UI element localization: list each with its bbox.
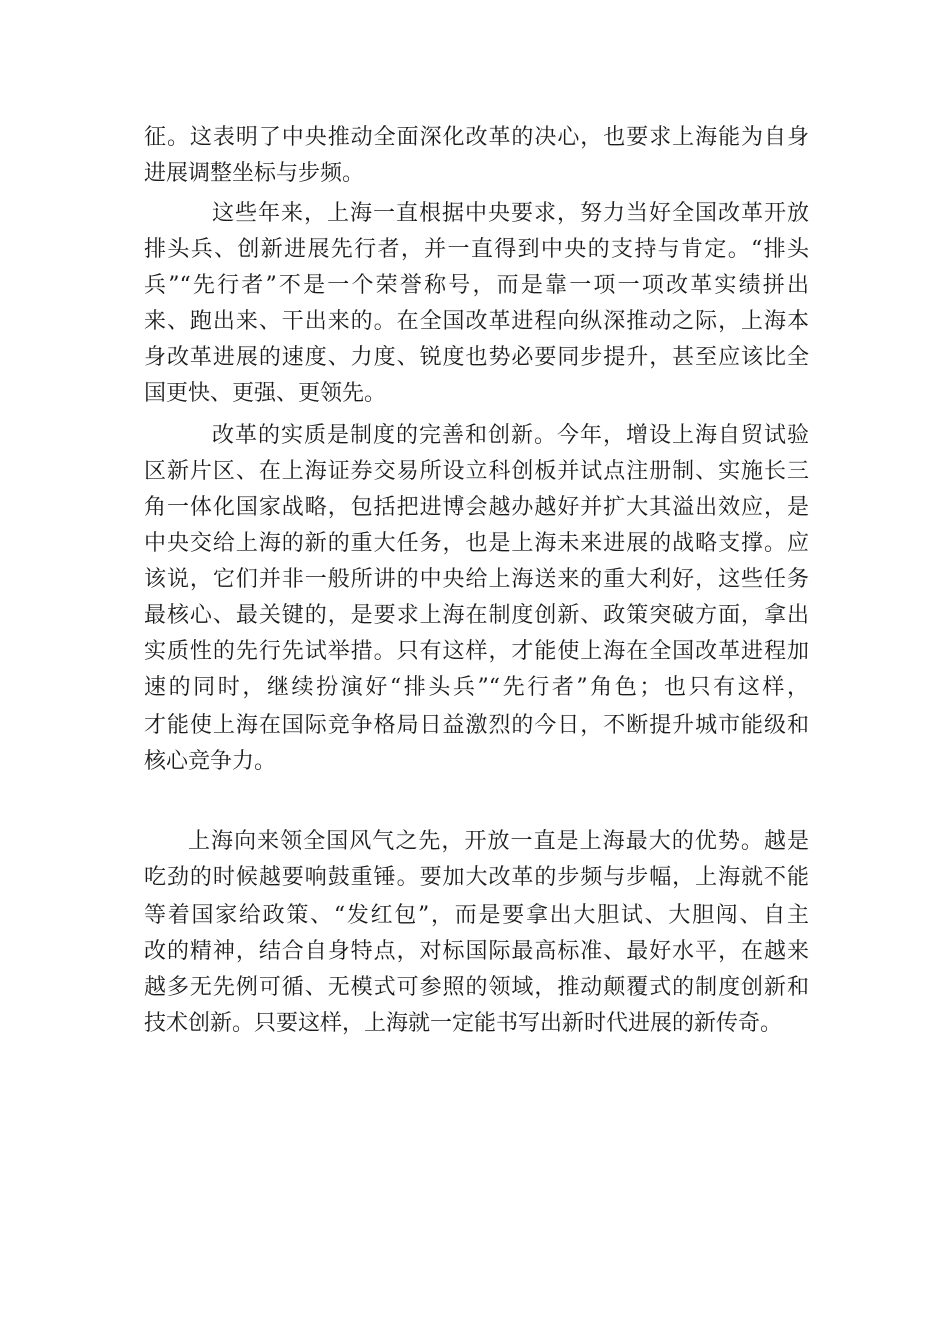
text-line: 这些年来，上海一直根据中央要求，努力当好全国改革开放 [212, 201, 809, 226]
text-line: 区新片区、在上海证券交易所设立科创板并试点注册制、实施长三 [144, 459, 809, 484]
text-line: 核心竞争力。 [144, 749, 277, 774]
text-line: 改革的实质是制度的完善和创新。今年，增设上海自贸试验 [212, 423, 809, 448]
text-line: 中央交给上海的新的重大任务，也是上海未来进展的战略支撑。应 [144, 531, 809, 556]
text-line: 技术创新。只要这样，上海就一定能书写出新时代进展的新传奇。 [144, 1011, 783, 1036]
text-line: 排头兵、创新进展先行者，并一直得到中央的支持与肯定。“排头 [144, 237, 809, 262]
text-line: 等着国家给政策、“发红包”，而是要拿出大胆试、大胆闯、自主 [144, 903, 809, 928]
text-line: 越多无先例可循、无模式可参照的领域，推动颠覆式的制度创新和 [144, 975, 809, 1000]
text-line: 才能使上海在国际竞争格局日益激烈的今日，不断提升城市能级和 [144, 713, 809, 738]
text-line: 身改革进展的速度、力度、锐度也势必要同步提升，甚至应该比全 [144, 345, 809, 370]
text-line: 上海向来领全国风气之先，开放一直是上海最大的优势。越是 [188, 829, 809, 854]
text-line: 兵”“先行者”不是一个荣誉称号，而是靠一项一项改革实绩拼出 [144, 273, 809, 298]
text-line: 进展调整坐标与步频。 [144, 161, 365, 186]
text-line: 角一体化国家战略，包括把进博会越办越好并扩大其溢出效应，是 [144, 495, 809, 520]
text-line: 实质性的先行先试举措。只有这样，才能使上海在全国改革进程加 [144, 639, 809, 664]
text-line: 征。这表明了中央推动全面深化改革的决心，也要求上海能为自身 [144, 125, 809, 150]
text-line: 吃劲的时候越要响鼓重锤。要加大改革的步频与步幅，上海就不能 [144, 865, 809, 890]
text-line: 最核心、最关键的，是要求上海在制度创新、政策突破方面，拿出 [144, 603, 809, 628]
text-line: 改的精神，结合自身特点，对标国际最高标准、最好水平，在越来 [144, 939, 809, 964]
text-line: 来、跑出来、干出来的。在全国改革进程向纵深推动之际，上海本 [144, 309, 809, 334]
text-line: 该说，它们并非一般所讲的中央给上海送来的重大利好，这些任务 [144, 567, 809, 592]
text-line: 国更快、更强、更领先。 [144, 381, 387, 406]
text-line: 速的同时，继续扮演好“排头兵”“先行者”角色；也只有这样， [144, 675, 809, 700]
